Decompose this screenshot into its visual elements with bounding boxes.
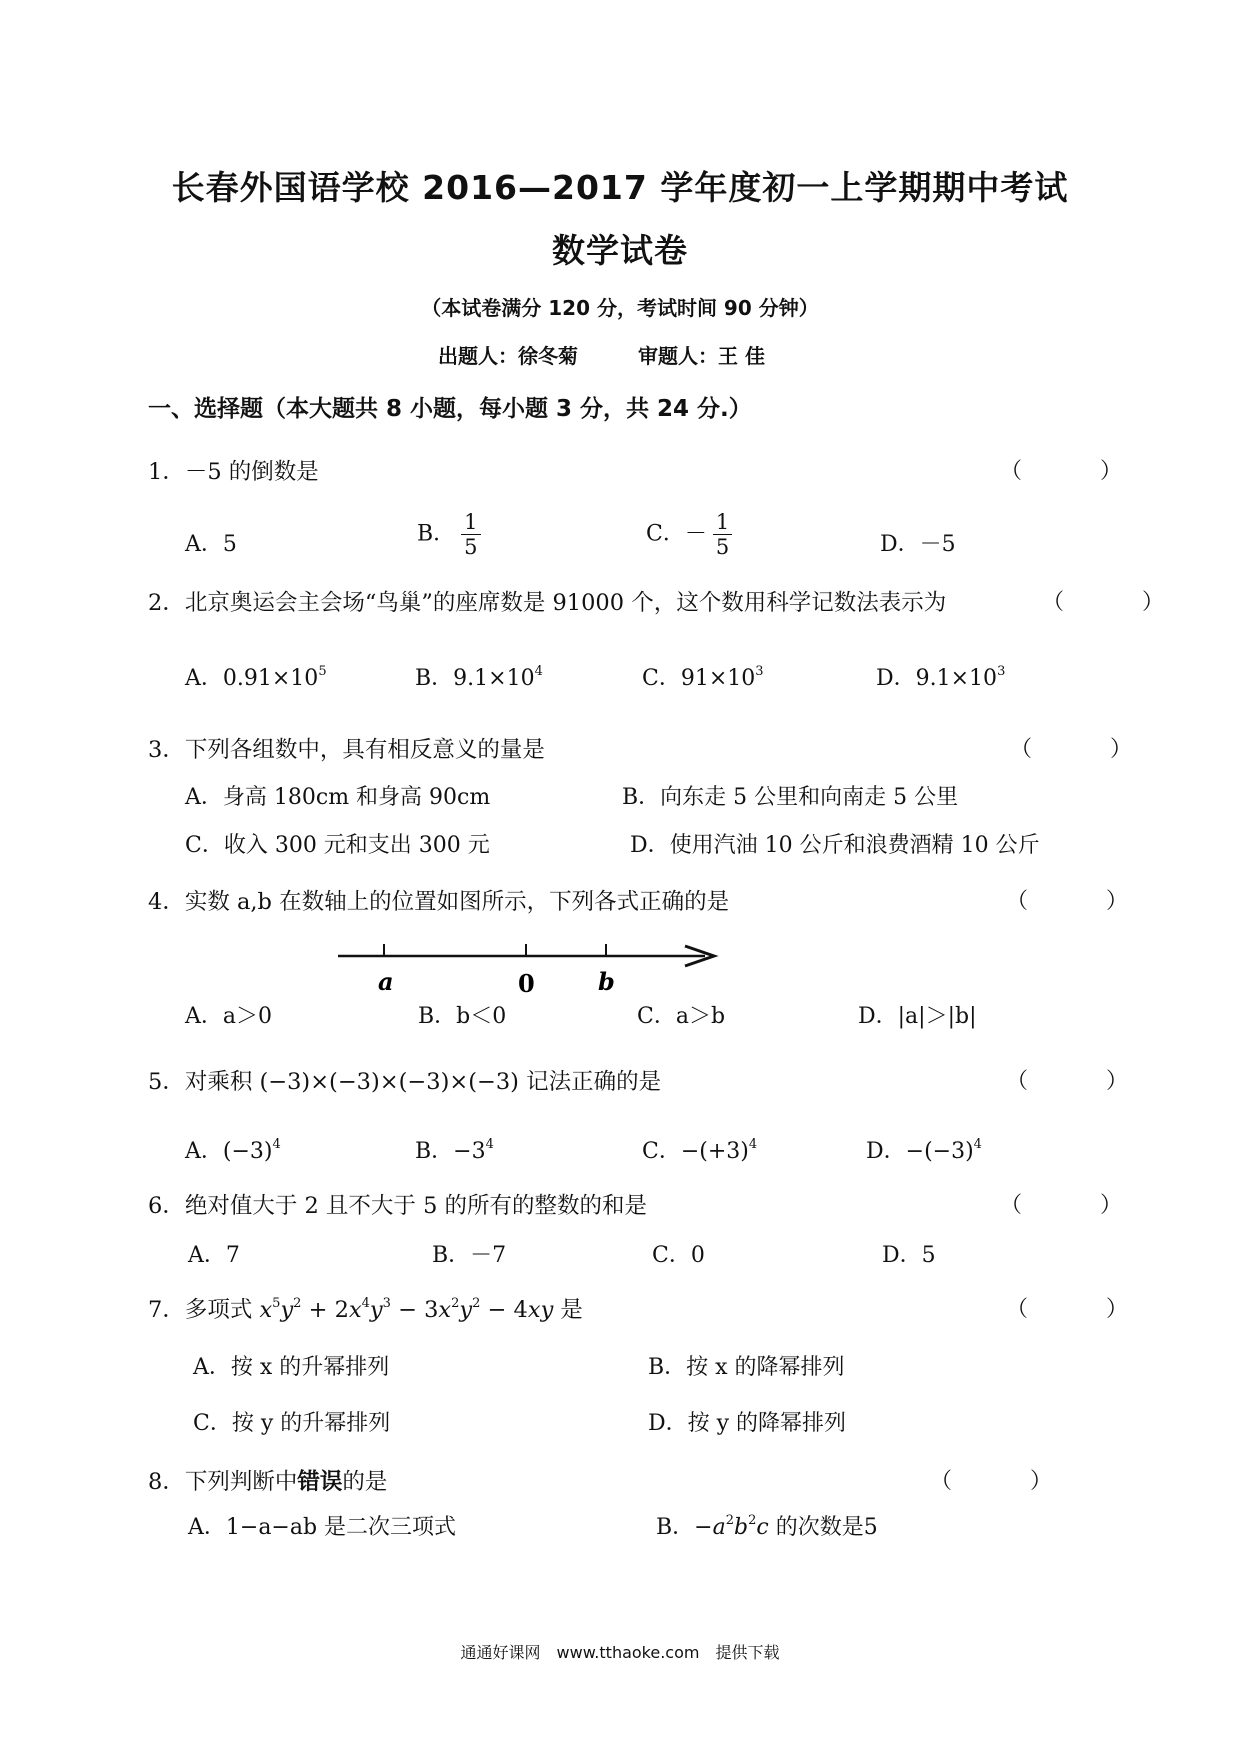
authors-line: 出题人：徐冬菊 审题人：王 佳 <box>438 344 765 368</box>
q2-stem: 2．北京奥运会主会场“鸟巢”的座席数是 91000 个，这个数用科学记数法表示为 <box>148 590 947 616</box>
q5-d-base: D．−(−3) <box>866 1139 974 1164</box>
q2-a-base: A．0.91×10 <box>185 666 319 691</box>
q6-answer-paren: （ ） <box>1000 1193 1151 1218</box>
q7-option-b: B．按 x 的降幂排列 <box>648 1355 845 1380</box>
q4-option-c: C．a＞b <box>637 1004 726 1029</box>
q3-stem: 3．下列各组数中，具有相反意义的量是 <box>148 737 545 763</box>
q1-option-b-prefix: B． <box>417 521 456 547</box>
q8-stem-emphasis: 错误 <box>297 1469 343 1495</box>
q2-option-c <box>642 661 764 692</box>
q1-b-numerator: 1 <box>461 510 480 535</box>
q4-option-b: B．b＜0 <box>418 1004 507 1029</box>
q7-polynomial: $x^5y^2 + 2x^4y^3 - 3x^2y^2 - 4xy$ <box>259 1296 554 1323</box>
page-subtitle: 数学试卷 <box>552 231 688 270</box>
q5-option-b <box>415 1134 494 1165</box>
q5-option-d <box>866 1134 982 1165</box>
exam-info: （本试卷满分 120 分，考试时间 90 分钟） <box>421 296 819 320</box>
q5-stem: 5．对乘积 (−3)×(−3)×(−3)×(−3) 记法正确的是 <box>148 1069 662 1095</box>
q7-stem-prefix: 7．多项式 <box>148 1297 260 1323</box>
q5-a-base: A．(−3) <box>185 1139 273 1164</box>
q7-stem-suffix: 是 <box>553 1297 583 1323</box>
section-heading: 一、选择题（本大题共 8 小题，每小题 3 分，共 24 分.） <box>148 396 752 422</box>
tick-label-b: b <box>598 967 615 996</box>
q2-b-exponent: 4 <box>534 664 543 679</box>
q1-c-numerator: 1 <box>713 510 732 535</box>
q7-answer-paren: （ ） <box>1006 1297 1157 1322</box>
q8-b-suffix: 的次数是5 <box>768 1515 878 1540</box>
q5-b-exponent: 4 <box>485 1137 494 1152</box>
q6-option-b: B．－7 <box>432 1243 507 1268</box>
q1-c-denominator: 5 <box>715 535 730 560</box>
q4-stem: 4．实数 a,b 在数轴上的位置如图所示，下列各式正确的是 <box>148 889 730 915</box>
q8-option-b <box>656 1510 878 1541</box>
q1-answer-paren: （ ） <box>1000 459 1151 484</box>
q2-a-exponent: 5 <box>318 664 327 679</box>
q3-answer-paren: （ ） <box>1010 737 1161 762</box>
q1-option-c <box>646 510 732 559</box>
q5-d-exponent: 4 <box>973 1137 982 1152</box>
tick-label-a: a <box>378 967 394 996</box>
page-title: 长春外国语学校 2016—2017 学年度初一上学期期中考试 <box>171 168 1069 207</box>
q1-stem: 1．－5 的倒数是 <box>148 459 319 485</box>
q7-stem <box>148 1292 583 1324</box>
q8-option-a: A．1−a−ab 是二次三项式 <box>188 1515 457 1540</box>
q5-answer-paren: （ ） <box>1006 1069 1157 1094</box>
tick-label-zero: 0 <box>518 969 535 998</box>
q8-b-prefix: B． <box>656 1515 695 1540</box>
q2-b-base: B．9.1×10 <box>415 666 535 691</box>
q6-option-c: C．0 <box>652 1243 705 1268</box>
q2-c-exponent: 3 <box>755 664 764 679</box>
q5-b-base: B．−3 <box>415 1139 486 1164</box>
q1-option-d: D．－5 <box>880 532 956 557</box>
q2-option-a <box>185 661 327 692</box>
q5-option-a <box>185 1134 281 1165</box>
q2-answer-paren: （ ） <box>1042 590 1193 615</box>
page-footer: 通通好课网 www.tthaoke.com 提供下载 <box>460 1643 780 1662</box>
q3-option-c: C．收入 300 元和支出 300 元 <box>185 833 490 858</box>
q6-option-d: D．5 <box>882 1243 936 1268</box>
q2-c-base: C．91×10 <box>642 666 756 691</box>
q1-option-c-fraction <box>713 510 732 559</box>
q5-option-c <box>642 1134 757 1165</box>
q6-stem: 6．绝对值大于 2 且不大于 5 的所有的整数的和是 <box>148 1193 648 1219</box>
q2-option-b <box>415 661 543 692</box>
q6-option-a: A．7 <box>188 1243 240 1268</box>
q3-option-a: A．身高 180cm 和身高 90cm <box>185 785 491 810</box>
q1-option-b-fraction <box>461 510 480 559</box>
number-line-figure <box>330 930 720 1000</box>
q2-d-exponent: 3 <box>997 664 1006 679</box>
q5-c-base: C．−(+3) <box>642 1139 749 1164</box>
q3-option-d: D．使用汽油 10 公斤和浪费酒精 10 公斤 <box>630 833 1040 858</box>
q1-option-c-prefix: C．－ <box>646 521 707 547</box>
q8-stem-suffix: 的是 <box>342 1469 388 1495</box>
q7-option-a: A．按 x 的升幂排列 <box>193 1355 390 1380</box>
q4-option-a: A．a＞0 <box>185 1004 273 1029</box>
q8-answer-paren: （ ） <box>930 1469 1081 1494</box>
q2-option-d <box>876 661 1005 692</box>
q5-c-exponent: 4 <box>748 1137 758 1152</box>
q1-option-a: A．5 <box>185 532 237 557</box>
q5-a-exponent: 4 <box>272 1137 281 1152</box>
q1-b-denominator: 5 <box>464 535 478 560</box>
q2-d-base: D．9.1×10 <box>876 666 998 691</box>
q4-option-d: D．|a|＞|b| <box>858 1004 977 1029</box>
q8-stem-prefix: 8．下列判断中 <box>148 1469 298 1495</box>
q8-stem <box>148 1464 387 1496</box>
q3-option-b: B．向东走 5 公里和向南走 5 公里 <box>622 785 959 810</box>
q7-option-d: D．按 y 的降幂排列 <box>648 1411 847 1436</box>
q1-option-b <box>417 510 481 559</box>
q7-option-c: C．按 y 的升幂排列 <box>193 1411 391 1436</box>
q4-answer-paren: （ ） <box>1006 889 1157 914</box>
q8-b-monomial: $-a^2b^2c$ <box>694 1513 769 1540</box>
